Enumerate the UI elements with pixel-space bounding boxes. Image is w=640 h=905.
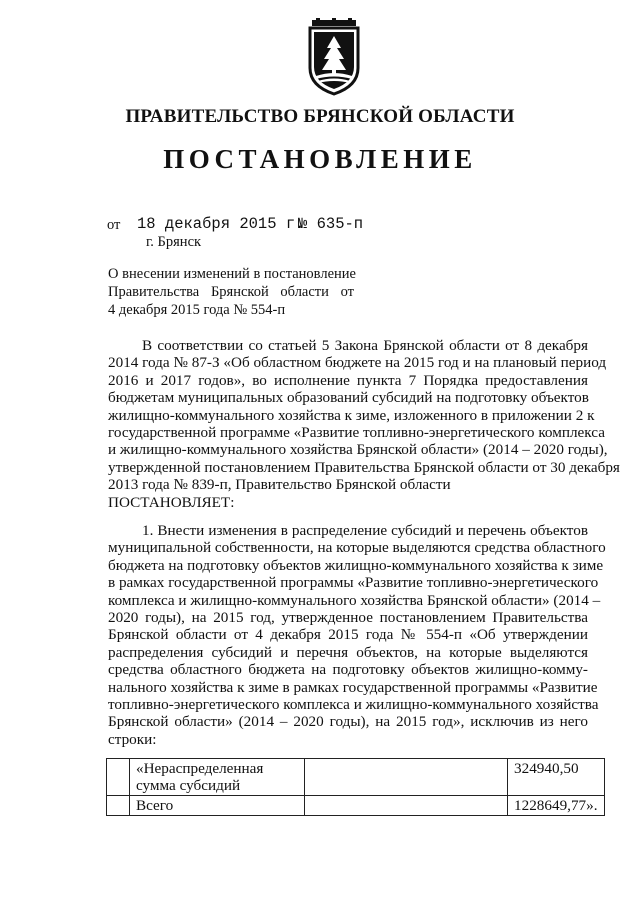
paragraph-line: утвержденной постановлением Правительства Брянской области от 30 декабря [108,458,620,476]
table-cell-name: Всего [130,796,305,816]
subject-line: О внесении изменений в постановление [108,266,356,282]
paragraph-line: 2016 и 2017 годов», во исполнение пункта 7 Порядка предоставления [108,371,588,389]
paragraph-line: 2013 года № 839-п, Правительство Брянской области [108,476,451,494]
paragraph-line: 1. Внести изменения в распределение субсидий и перечень объектов [142,522,588,539]
paragraph-line: распределения субсидий и перечня объектов, на которые выделяются [108,643,588,661]
document-city: г. Брянск [146,234,202,250]
table-row [107,796,605,816]
table-cell-empty [107,796,130,816]
date-prefix: от [107,217,121,233]
subject-line: Правительства Брянской области от [108,284,354,300]
government-title: ПРАВИТЕЛЬСТВО БРЯНСКОЙ ОБЛАСТИ [125,106,515,127]
paragraph-line: строки: [108,730,157,748]
paragraph-line: средства областного бюджета на подготовку объектов жилищно-комму- [108,661,588,679]
paragraph-line: муниципальной собственности, на которые выделяются средства областного [108,539,606,557]
table-cell-name [130,759,305,796]
table-cell-empty [107,759,130,796]
preamble-paragraph [108,337,620,511]
paragraph-line: жилищно-коммунального хозяйства к зиме, изложенного в приложении 2 к [108,406,595,424]
paragraph-line: 2014 года № 87-З «Об областном бюджете на 2015 год и на плановый период [108,354,607,372]
excluded-rows-table [106,758,605,816]
paragraph-line: нального хозяйства к зиме в рамках государственной программы «Развитие [108,678,598,696]
row-name-line: сумма субсидий [136,777,241,794]
document-subject [108,265,368,319]
resolves-heading: ПОСТАНОВЛЯЕТ: [108,493,235,511]
row-name-line: «Нераспределенная [136,760,264,777]
paragraph-line: Брянской области от 4 декабря 2015 года № 554-п «Об утверждении [108,626,588,644]
coat-of-arms-emblem [304,18,364,96]
table-cell-empty [305,759,508,796]
paragraph-line: Брянской области» (2014 – 2020 годы), на 2015 год», исключив из него [108,713,588,731]
table-cell-value: 324940,50 [508,759,605,796]
paragraph-line: комплекса и жилищно-коммунального хозяйства Брянской области» (2014 – [108,591,601,609]
paragraph-line: и жилищно-коммунального хозяйства Брянской области» (2014 – 2020 годы), [108,441,608,459]
paragraph-line: В соответствии со статьей 5 Закона Брянской области от 8 декабря [142,337,588,354]
subject-line: 4 декабря 2015 года № 554-п [108,302,286,318]
table-cell-empty [305,796,508,816]
document-number: № 635-п [298,215,364,233]
paragraph-line: бюджета на подготовку объектов жилищно-коммунального хозяйства к зиме [108,556,604,574]
table-row [107,759,605,796]
paragraph-line: в рамках государственной программы «Развитие топливно-энергетического [108,574,599,592]
paragraph-line: топливно-энергетического комплекса и жилищно-коммунального хозяйства [108,696,599,714]
document-date: 18 декабря 2015 г. [137,215,305,233]
table-cell-value: 1228649,77». [508,796,605,816]
paragraph-line: бюджетам муниципальных образований субсидий на подготовку объектов [108,389,589,407]
paragraph-line: государственной программе «Развитие топливно-энергетического комплекса [108,424,605,442]
paragraph-line: 2020 годы), на 2015 год, утвержденное постановлением Правительства [108,609,588,627]
item-1-paragraph [108,522,606,748]
document-type-title: ПОСТАНОВЛЕНИЕ [163,144,477,174]
